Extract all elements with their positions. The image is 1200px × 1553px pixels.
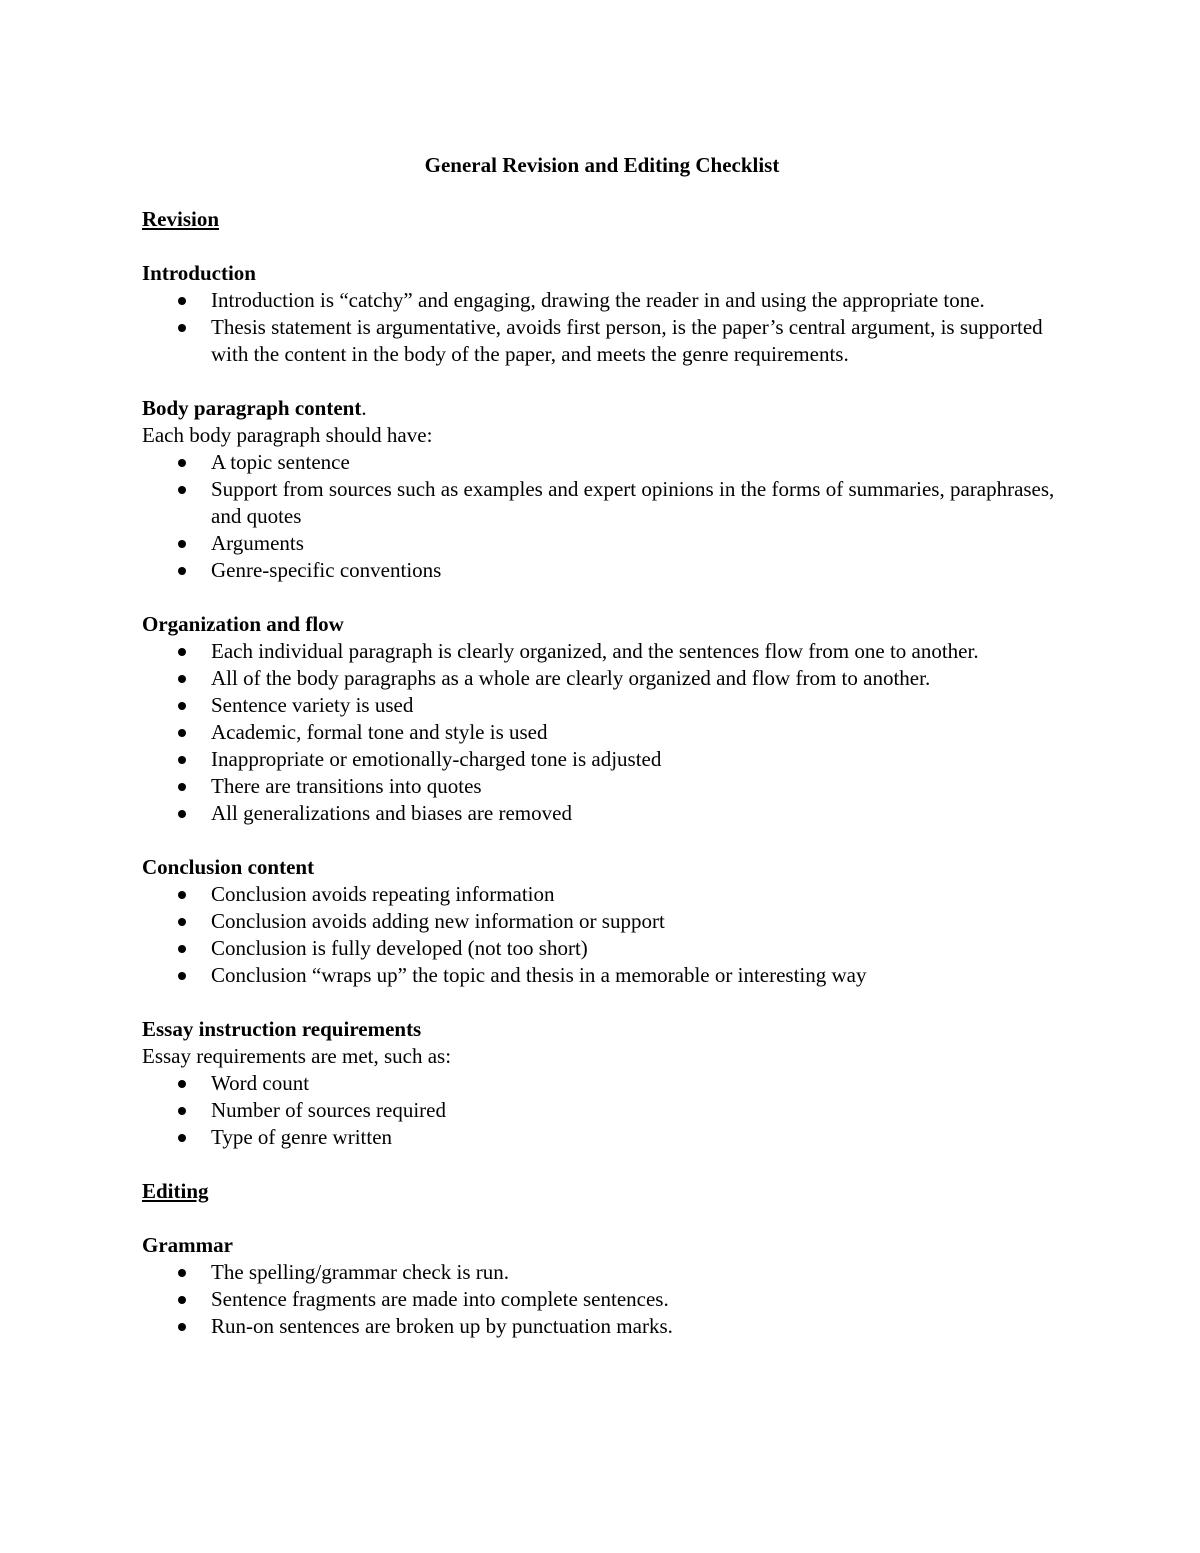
- bullet-icon: [178, 1296, 186, 1304]
- bullet-icon: [178, 1080, 186, 1088]
- subheading-conclusion: Conclusion content: [142, 855, 315, 879]
- bullet-icon: [178, 486, 186, 494]
- bullet-icon: [178, 945, 186, 953]
- bullet-icon: [178, 972, 186, 980]
- section-heading-editing: Editing: [142, 1179, 209, 1203]
- list-item-text: Type of genre written: [211, 1125, 393, 1149]
- list-item: [211, 1313, 1062, 1340]
- list-item-text: Arguments: [211, 531, 304, 555]
- essay-requirements-intro: Essay requirements are met, such as:: [142, 1044, 452, 1068]
- bullet-icon: [178, 459, 186, 467]
- list-item-text: Word count: [211, 1071, 310, 1095]
- list-item-text: Introduction is “catchy” and engaging, drawing the reader in and using the appropriate tone.: [211, 288, 985, 312]
- bullet-icon: [178, 1134, 186, 1142]
- list-item: [211, 314, 1062, 368]
- list-item-text: Thesis statement is argumentative, avoids first person, is the paper’s central argument, is supported with the content in the body of the paper, and meets the genre requirements.: [211, 315, 1043, 366]
- bullet-icon: [178, 702, 186, 710]
- introduction-list: [142, 287, 1062, 368]
- bullet-icon: [178, 1323, 186, 1331]
- list-item: [211, 1124, 1062, 1151]
- essay-requirements-list: [142, 1070, 1062, 1151]
- list-item-text: Conclusion avoids repeating information: [211, 882, 555, 906]
- grammar-list: [142, 1259, 1062, 1340]
- list-item-text: Sentence variety is used: [211, 693, 414, 717]
- subheading-organization: Organization and flow: [142, 612, 344, 636]
- organization-list: [142, 638, 1062, 827]
- bullet-icon: [178, 540, 186, 548]
- list-item-text: Conclusion is fully developed (not too short): [211, 936, 588, 960]
- list-item: [211, 476, 1062, 530]
- list-item-text: Genre-specific conventions: [211, 558, 442, 582]
- bullet-icon: [178, 675, 186, 683]
- list-item: [211, 800, 1062, 827]
- subheading-body-paragraph: [142, 395, 1062, 422]
- list-item: [211, 530, 1062, 557]
- bullet-icon: [178, 567, 186, 575]
- list-item-text: A topic sentence: [211, 450, 350, 474]
- list-item: [211, 638, 1062, 665]
- bullet-icon: [178, 297, 186, 305]
- bullet-icon: [178, 891, 186, 899]
- list-item-text: Inappropriate or emotionally-charged tone is adjusted: [211, 747, 662, 771]
- list-item: [211, 935, 1062, 962]
- list-item: [211, 719, 1062, 746]
- list-item: [211, 1070, 1062, 1097]
- list-item-text: Number of sources required: [211, 1098, 446, 1122]
- list-item-text: Run-on sentences are broken up by punctuation marks.: [211, 1314, 673, 1338]
- body-paragraph-intro: Each body paragraph should have:: [142, 423, 433, 447]
- list-item-text: There are transitions into quotes: [211, 774, 482, 798]
- list-item-text: All of the body paragraphs as a whole are clearly organized and flow from to another.: [211, 666, 931, 690]
- bullet-icon: [178, 756, 186, 764]
- list-item: [211, 773, 1062, 800]
- list-item: [211, 557, 1062, 584]
- list-item-text: Academic, formal tone and style is used: [211, 720, 548, 744]
- bullet-icon: [178, 648, 186, 656]
- list-item-text: Each individual paragraph is clearly organized, and the sentences flow from one to another.: [211, 639, 979, 663]
- list-item-text: Conclusion avoids adding new information or support: [211, 909, 665, 933]
- subheading-body-paragraph-text: Body paragraph content: [142, 396, 362, 420]
- subheading-essay-requirements: Essay instruction requirements: [142, 1017, 422, 1041]
- bullet-icon: [178, 324, 186, 332]
- list-item: [211, 1286, 1062, 1313]
- bullet-icon: [178, 1107, 186, 1115]
- bullet-icon: [178, 729, 186, 737]
- list-item: [211, 962, 1062, 989]
- subheading-body-paragraph-suffix: .: [361, 396, 367, 420]
- list-item-text: Sentence fragments are made into complete sentences.: [211, 1287, 669, 1311]
- list-item-text: All generalizations and biases are removed: [211, 801, 572, 825]
- list-item: [211, 665, 1062, 692]
- list-item: [211, 287, 1062, 314]
- bullet-icon: [178, 783, 186, 791]
- subheading-grammar: Grammar: [142, 1233, 233, 1257]
- bullet-icon: [178, 918, 186, 926]
- section-heading-revision: Revision: [142, 207, 220, 231]
- conclusion-list: [142, 881, 1062, 989]
- bullet-icon: [178, 810, 186, 818]
- list-item: [211, 1097, 1062, 1124]
- list-item: [211, 692, 1062, 719]
- body-paragraph-list: [142, 449, 1062, 584]
- list-item: [211, 881, 1062, 908]
- document-page: [142, 152, 1062, 1367]
- subheading-introduction: Introduction: [142, 261, 256, 285]
- list-item: [211, 746, 1062, 773]
- bullet-icon: [178, 1269, 186, 1277]
- list-item: [211, 449, 1062, 476]
- list-item: [211, 908, 1062, 935]
- list-item-text: Support from sources such as examples and expert opinions in the forms of summaries, paraphrases, and quotes: [211, 477, 1055, 528]
- list-item-text: The spelling/grammar check is run.: [211, 1260, 509, 1284]
- list-item-text: Conclusion “wraps up” the topic and thesis in a memorable or interesting way: [211, 963, 867, 987]
- list-item: [211, 1259, 1062, 1286]
- document-title: General Revision and Editing Checklist: [424, 153, 780, 177]
